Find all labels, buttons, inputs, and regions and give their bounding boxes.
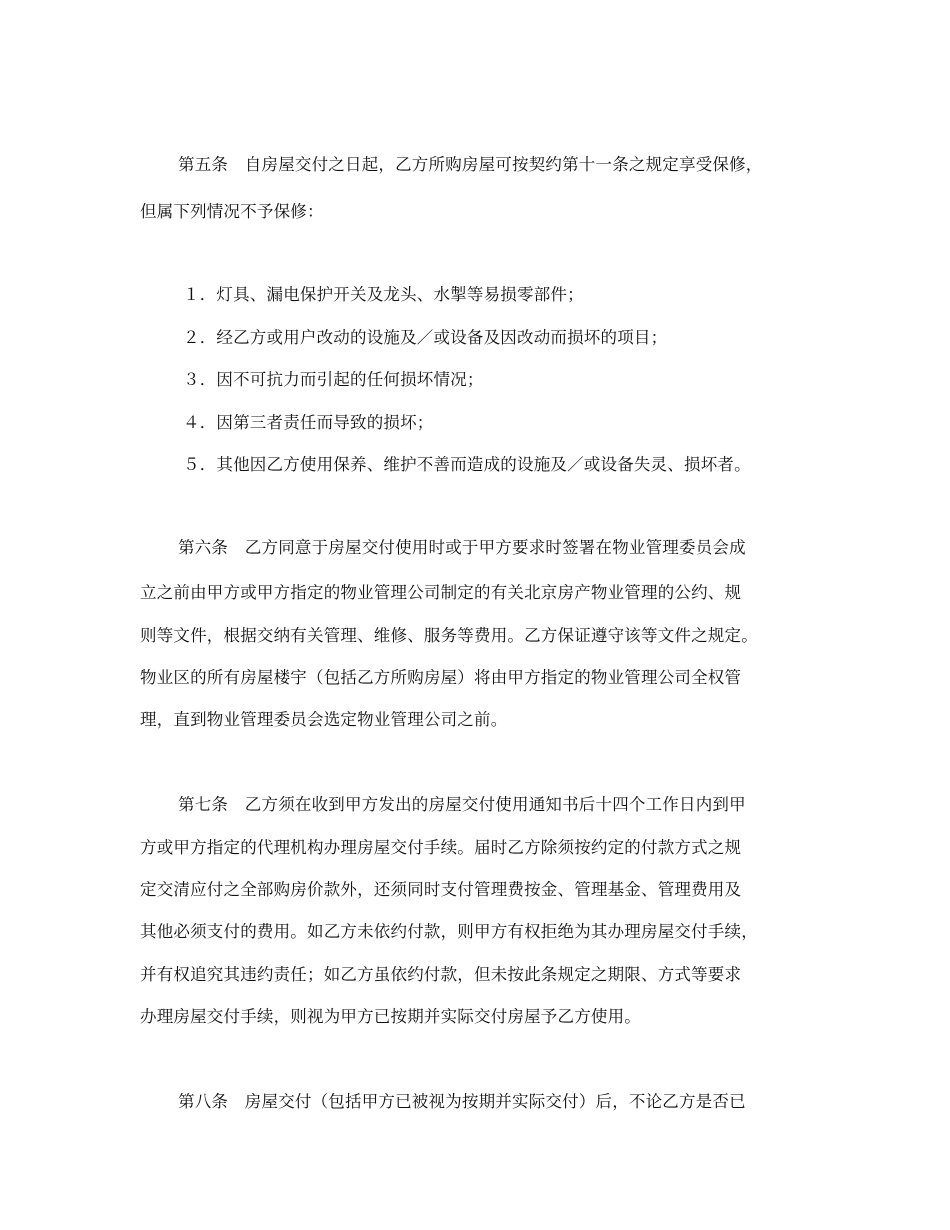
- article-5-item-1: １．灯具、漏电保护开关及龙头、水掣等易损零部件；: [183, 285, 584, 304]
- article-7-line-5: 并有权追究其违约责任；如乙方虽依约付款，但未按此条规定之期限、方式等要求: [140, 965, 742, 984]
- article-6-line-5: 理，直到物业管理委员会选定物业管理公司之前。: [140, 710, 508, 729]
- article-5-item-5: ５．其他因乙方使用保养、维护不善而造成的设施及／或设备失灵、损坏者。: [183, 455, 751, 474]
- article-5-item-4: ４．因第三者责任而导致的损坏；: [183, 413, 434, 432]
- article-6-line-3: 则等文件，根据交纳有关管理、维修、服务等费用。乙方保证遵守该等文件之规定。: [140, 626, 758, 645]
- article-7-line-3: 定交清应付之全部购房价款外，还须同时支付管理费按金、管理基金、管理费用及: [140, 880, 742, 899]
- article-5-line-1: 第五条 自房屋交付之日起，乙方所购房屋可按契约第十一条之规定享受保修，: [178, 155, 763, 174]
- article-7-line-6: 办理房屋交付手续，则视为甲方已按期并实际交付房屋予乙方使用。: [140, 1007, 641, 1026]
- article-5-line-2: 但属下列情况不予保修：: [140, 202, 324, 221]
- article-6-line-1: 第六条 乙方同意于房屋交付使用时或于甲方要求时签署在物业管理委员会成: [178, 538, 746, 557]
- article-7-line-4: 其他必须支付的费用。如乙方未依约付款，则甲方有权拒绝为其办理房屋交付手续，: [140, 922, 758, 941]
- article-5-item-3: ３．因不可抗力而引起的任何损坏情况；: [183, 370, 484, 389]
- article-7-line-2: 方或甲方指定的代理机构办理房屋交付手续。届时乙方除须按约定的付款方式之规: [140, 838, 742, 857]
- article-6-line-2: 立之前由甲方或甲方指定的物业管理公司制定的有关北京房产物业管理的公约、规: [140, 583, 742, 602]
- article-7-line-1: 第七条 乙方须在收到甲方发出的房屋交付使用通知书后十四个工作日内到甲: [178, 795, 746, 814]
- article-6-line-4: 物业区的所有房屋楼宇（包括乙方所购房屋）将由甲方指定的物业管理公司全权管: [140, 668, 742, 687]
- article-8-line-1: 第八条 房屋交付（包括甲方已被视为按期并实际交付）后，不论乙方是否已: [178, 1092, 746, 1111]
- article-5-item-2: ２．经乙方或用户改动的设施及／或设备及因改动而损坏的项目；: [183, 328, 668, 347]
